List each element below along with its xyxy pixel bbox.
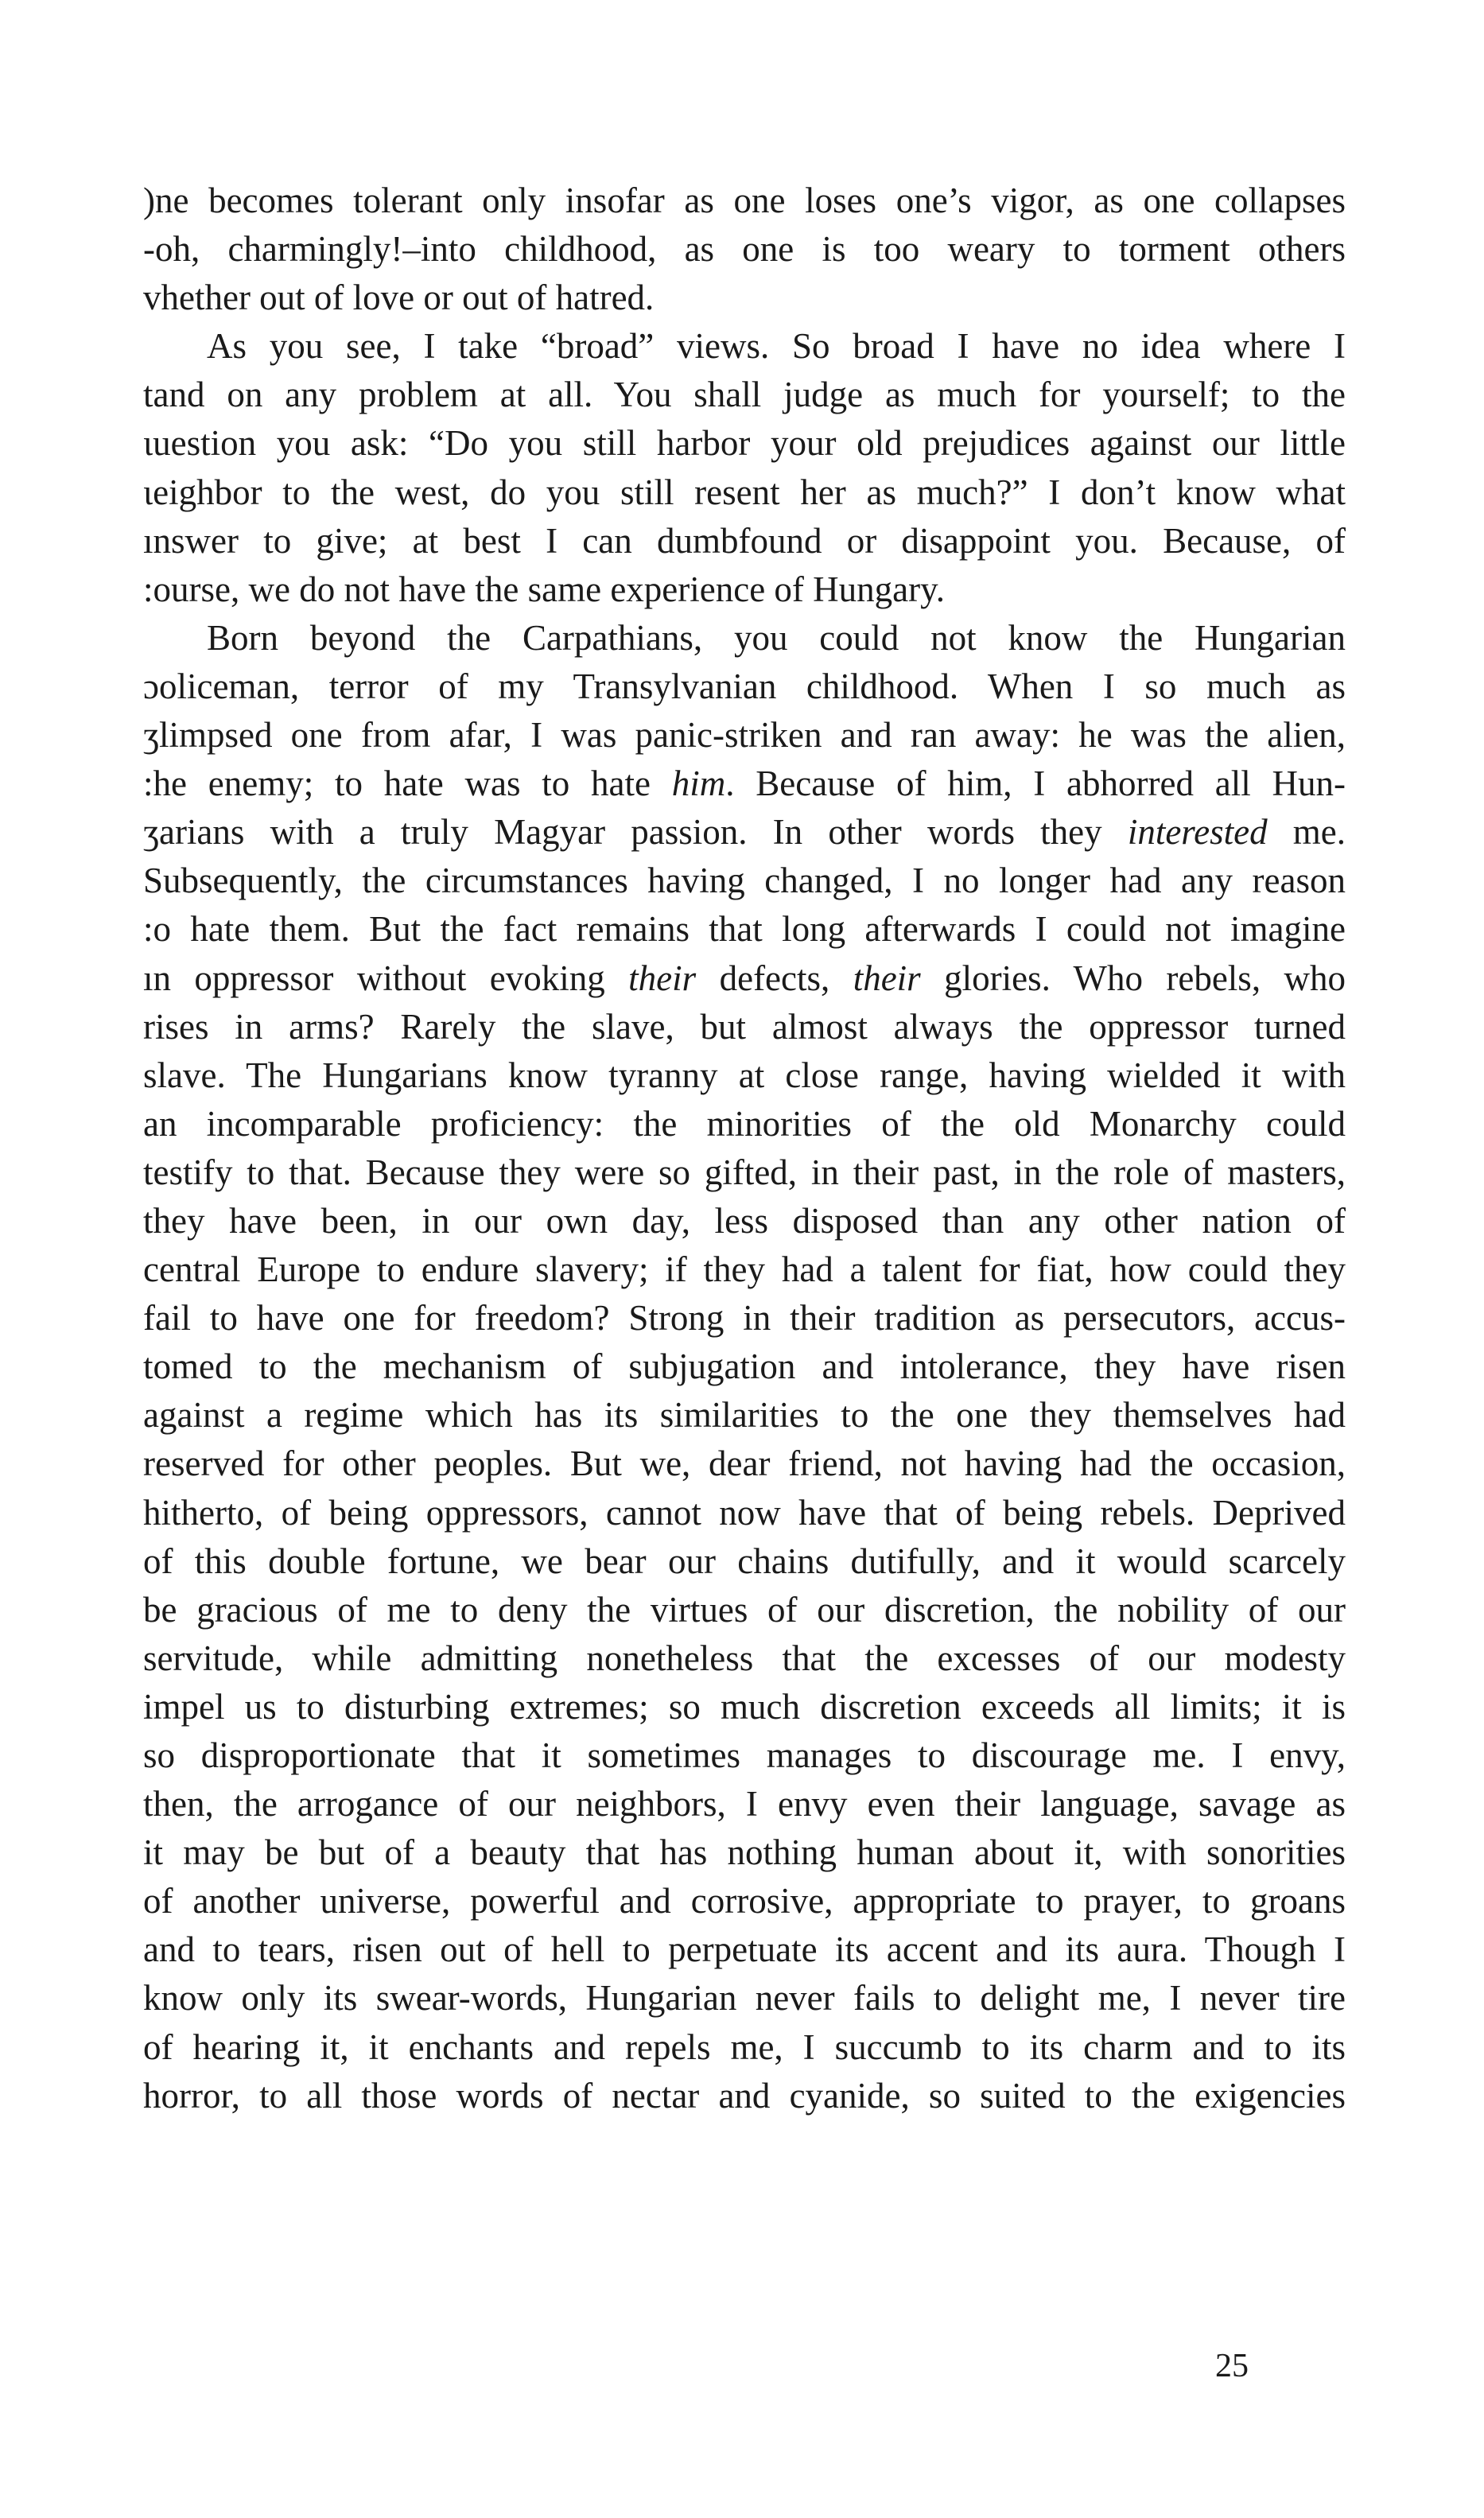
- text-run: :he enemy; to hate was to hate: [143, 764, 672, 804]
- text-run: it may be but of a beauty that has nothing human about it, with sonorities: [143, 1832, 1346, 1873]
- italic-phrase: their: [853, 958, 921, 998]
- text-line: [143, 614, 1346, 663]
- italic-phrase: him: [671, 764, 726, 804]
- text-run: an incomparable proficiency: the minorities of the old Monarchy could: [143, 1103, 1346, 1144]
- text-line: [143, 177, 1346, 225]
- text-run: Subsequently, the circumstances having changed, I no longer had any reason: [143, 861, 1346, 901]
- text-run: As you see, I take “broad” views. So broad I have no idea where I: [207, 326, 1346, 367]
- text-run: glories. Who rebels, who: [920, 958, 1346, 998]
- text-run: slave. The Hungarians know tyranny at close range, having wielded it with: [143, 1055, 1346, 1095]
- text-line: [143, 857, 1346, 905]
- text-line: [143, 760, 1346, 808]
- text-run: of this double fortune, we bear our chains dutifully, and it would scarcely: [143, 1541, 1346, 1581]
- text-line: [143, 1148, 1346, 1197]
- italic-phrase: their: [628, 958, 697, 998]
- text-run: me.: [1267, 812, 1346, 853]
- text-line: [143, 663, 1346, 711]
- text-run: ιuestion you ask: “Do you still harbor your old prejudices against our little: [143, 423, 1346, 464]
- text-run: ʒarians with a truly Magyar passion. In other words they: [143, 812, 1128, 853]
- text-line: [143, 1634, 1346, 1683]
- text-line: [143, 517, 1346, 565]
- text-line: [143, 954, 1346, 1003]
- text-run: -oh, charmingly!–into childhood, as one is too weary to torment others: [143, 229, 1346, 270]
- text-run: reserved for other peoples. But we, dear friend, not having had the occasion,: [143, 1444, 1346, 1484]
- text-line: [143, 225, 1346, 274]
- text-line: [143, 905, 1346, 954]
- text-run: horror, to all those words of nectar and cyanide, so suited to the exigencies: [143, 2075, 1346, 2116]
- text-run: . Because of him, I abhorred all Hun-: [725, 764, 1346, 804]
- text-run: against a regime which has its similarities to the one they themselves had: [143, 1395, 1346, 1436]
- text-line: [143, 1683, 1346, 1731]
- text-run: central Europe to endure slavery; if they had a talent for fiat, how could they: [143, 1249, 1346, 1290]
- text-line: [143, 808, 1346, 857]
- text-run: impel us to disturbing extremes; so much discretion exceeds all limits; it is: [143, 1686, 1346, 1727]
- text-line: [143, 1051, 1346, 1100]
- text-run: be gracious of me to deny the virtues of our discretion, the nobility of our: [143, 1589, 1346, 1630]
- text-run: defects,: [696, 958, 853, 998]
- text-run: ın oppressor without evoking: [143, 958, 629, 998]
- text-run: tomed to the mechanism of subjugation and intolerance, they have risen: [143, 1346, 1346, 1387]
- page-number: 25: [1215, 2348, 1249, 2384]
- text-line: [143, 371, 1346, 419]
- text-run: rises in arms? Rarely the slave, but almost always the oppressor turned: [143, 1006, 1346, 1047]
- text-line: [143, 1294, 1346, 1343]
- text-line: [143, 468, 1346, 517]
- text-run: they have been, in our own day, less disposed than any other nation of: [143, 1200, 1346, 1241]
- text-run: ınswer to give; at best I can dumbfound or disappoint you. Because, of: [143, 520, 1346, 561]
- text-line: [143, 1925, 1346, 1974]
- italic-phrase: interested: [1127, 812, 1268, 853]
- text-run: testify to that. Because they were so gifted, in their past, in the role of masters,: [143, 1152, 1346, 1192]
- text-run: Born beyond the Carpathians, you could not know the Hungarian: [207, 617, 1346, 658]
- text-run: ʒlimpsed one from afar, I was panic-striken and ran away: he was the alien,: [143, 715, 1346, 756]
- text-run: and to tears, risen out of hell to perpetuate its accent and its aura. Though I: [143, 1929, 1346, 1970]
- text-run: hitherto, of being oppressors, cannot now have that of being rebels. Deprived: [143, 1492, 1346, 1533]
- text-line: [143, 711, 1346, 760]
- text-run: :o hate them. But the fact remains that long afterwards I could not imagine: [143, 909, 1346, 950]
- text-line: [143, 1197, 1346, 1245]
- text-run: so disproportionate that it sometimes manages to discourage me. I envy,: [143, 1735, 1346, 1775]
- text-line: [143, 1537, 1346, 1586]
- text-line: [143, 1440, 1346, 1488]
- text-line: [143, 1828, 1346, 1877]
- text-line: [143, 419, 1346, 468]
- text-line: [143, 1245, 1346, 1294]
- text-run: of hearing it, it enchants and repels me, I succumb to its charm and to its: [143, 2026, 1346, 2067]
- body-text: [143, 177, 1346, 2120]
- text-line: [143, 322, 1346, 371]
- text-run: then, the arrogance of our neighbors, I envy even their language, savage as: [143, 1784, 1346, 1824]
- text-line: [143, 1974, 1346, 2023]
- text-run: tand on any problem at all. You shall judge as much for yourself; to the: [143, 375, 1346, 415]
- text-run: know only its swear-words, Hungarian never fails to delight me, I never tire: [143, 1978, 1346, 2019]
- text-run: :ourse, we do not have the same experience of Hungary.: [143, 569, 945, 609]
- text-line: [143, 1780, 1346, 1828]
- text-line: [143, 565, 1346, 614]
- text-run: vhether out of love or out of hatred.: [143, 278, 655, 318]
- text-line: [143, 1489, 1346, 1537]
- text-run: ɔoliceman, terror of my Transylvanian childhood. When I so much as: [143, 666, 1346, 706]
- text-line: [143, 1877, 1346, 1925]
- text-line: [143, 2072, 1346, 2120]
- text-run: servitude, while admitting nonetheless that the excesses of our modesty: [143, 1638, 1346, 1678]
- text-line: [143, 1003, 1346, 1051]
- text-line: [143, 274, 1346, 322]
- text-line: [143, 1391, 1346, 1440]
- text-run: fail to have one for freedom? Strong in their tradition as persecutors, accus-: [143, 1298, 1346, 1339]
- text-line: [143, 1100, 1346, 1148]
- text-run: )ne becomes tolerant only insofar as one loses one’s vigor, as one collapses: [143, 181, 1346, 220]
- text-run: of another universe, powerful and corrosive, appropriate to prayer, to groans: [143, 1881, 1346, 1922]
- text-line: [143, 2023, 1346, 2072]
- text-line: [143, 1731, 1346, 1780]
- text-line: [143, 1586, 1346, 1634]
- text-line: [143, 1343, 1346, 1391]
- text-run: ιeighbor to the west, do you still resent her as much?” I don’t know what: [143, 472, 1346, 512]
